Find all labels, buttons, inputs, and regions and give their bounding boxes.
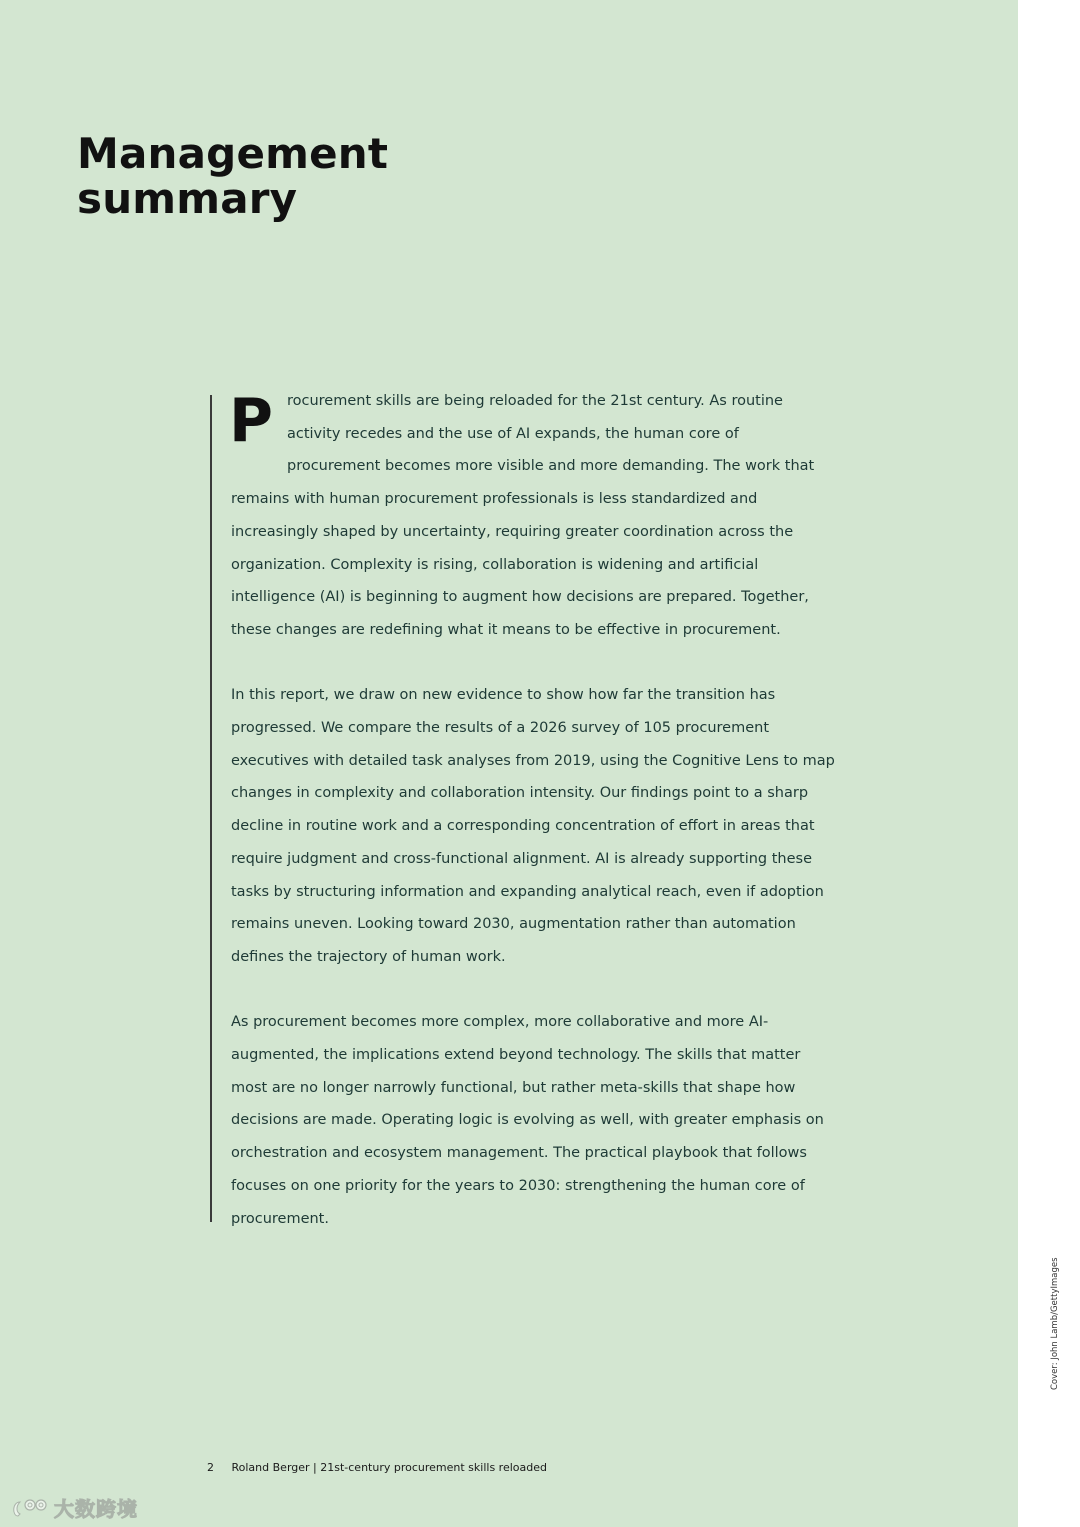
page-number: 2 <box>207 1461 214 1474</box>
watermark-text: 大数跨境 <box>54 1497 138 1521</box>
page-footer <box>207 1460 547 1476</box>
photo-credit: Cover: John Lamb/GettyImages <box>1050 1257 1060 1390</box>
summary-vertical-rule <box>210 395 212 1222</box>
summary-body <box>231 385 836 1235</box>
summary-paragraph-2: In this report, we draw on new evidence to show how far the transition has progressed. We compare the results of a 2026 survey of 105 procurement executives with detailed task analyses from 2019, using the Cognitive Lens to map changes in complexity and collaboration intensity. Our findings point to a sharp decline in routine work and a corresponding concentration of effort in areas that require judgment and cross-functional alignment. AI is already supporting these tasks by structuring information and expanding analytical reach, even if adoption remains uneven. Looking toward 2030, augmentation rather than automation defines the trajectory of human work. <box>231 687 835 965</box>
page-title-line-2: summary <box>77 174 298 223</box>
summary-paragraph-1 <box>231 385 836 647</box>
footer-text: Roland Berger | 21st-century procurement skills reloaded <box>231 1461 547 1474</box>
page-title-line-1: Management <box>77 129 389 178</box>
watermark-logo-icon <box>10 1496 50 1520</box>
watermark <box>10 1493 138 1522</box>
summary-paragraph-1-text: rocurement skills are being reloaded for the 21st century. As routine activity recedes and the use of AI expands, the human core of procurement becomes more visible and more demanding. The work that remains with human procurement professionals is less standardized and increasingly shaped by uncertainty, requiring greater coordination across the organization. Complexity is rising, collaboration is widening and artificial intelligence (AI) is beginning to augment how decisions are prepared. Together, these changes are redefining what it means to be effective in procurement. <box>231 393 815 638</box>
page-title <box>77 131 388 221</box>
summary-paragraph-3: As procurement becomes more complex, more collaborative and more AI-augmented, the implications extend beyond technology. The skills that matter most are no longer narrowly functional, but rather meta-skills that shape how decisions are made. Operating logic is evolving as well, with greater emphasis on orchestration and ecosystem management. The practical playbook that follows focuses on one priority for the years to 2030: strengthening the human core of procurement. <box>231 1014 824 1227</box>
drop-cap: P <box>229 386 273 456</box>
